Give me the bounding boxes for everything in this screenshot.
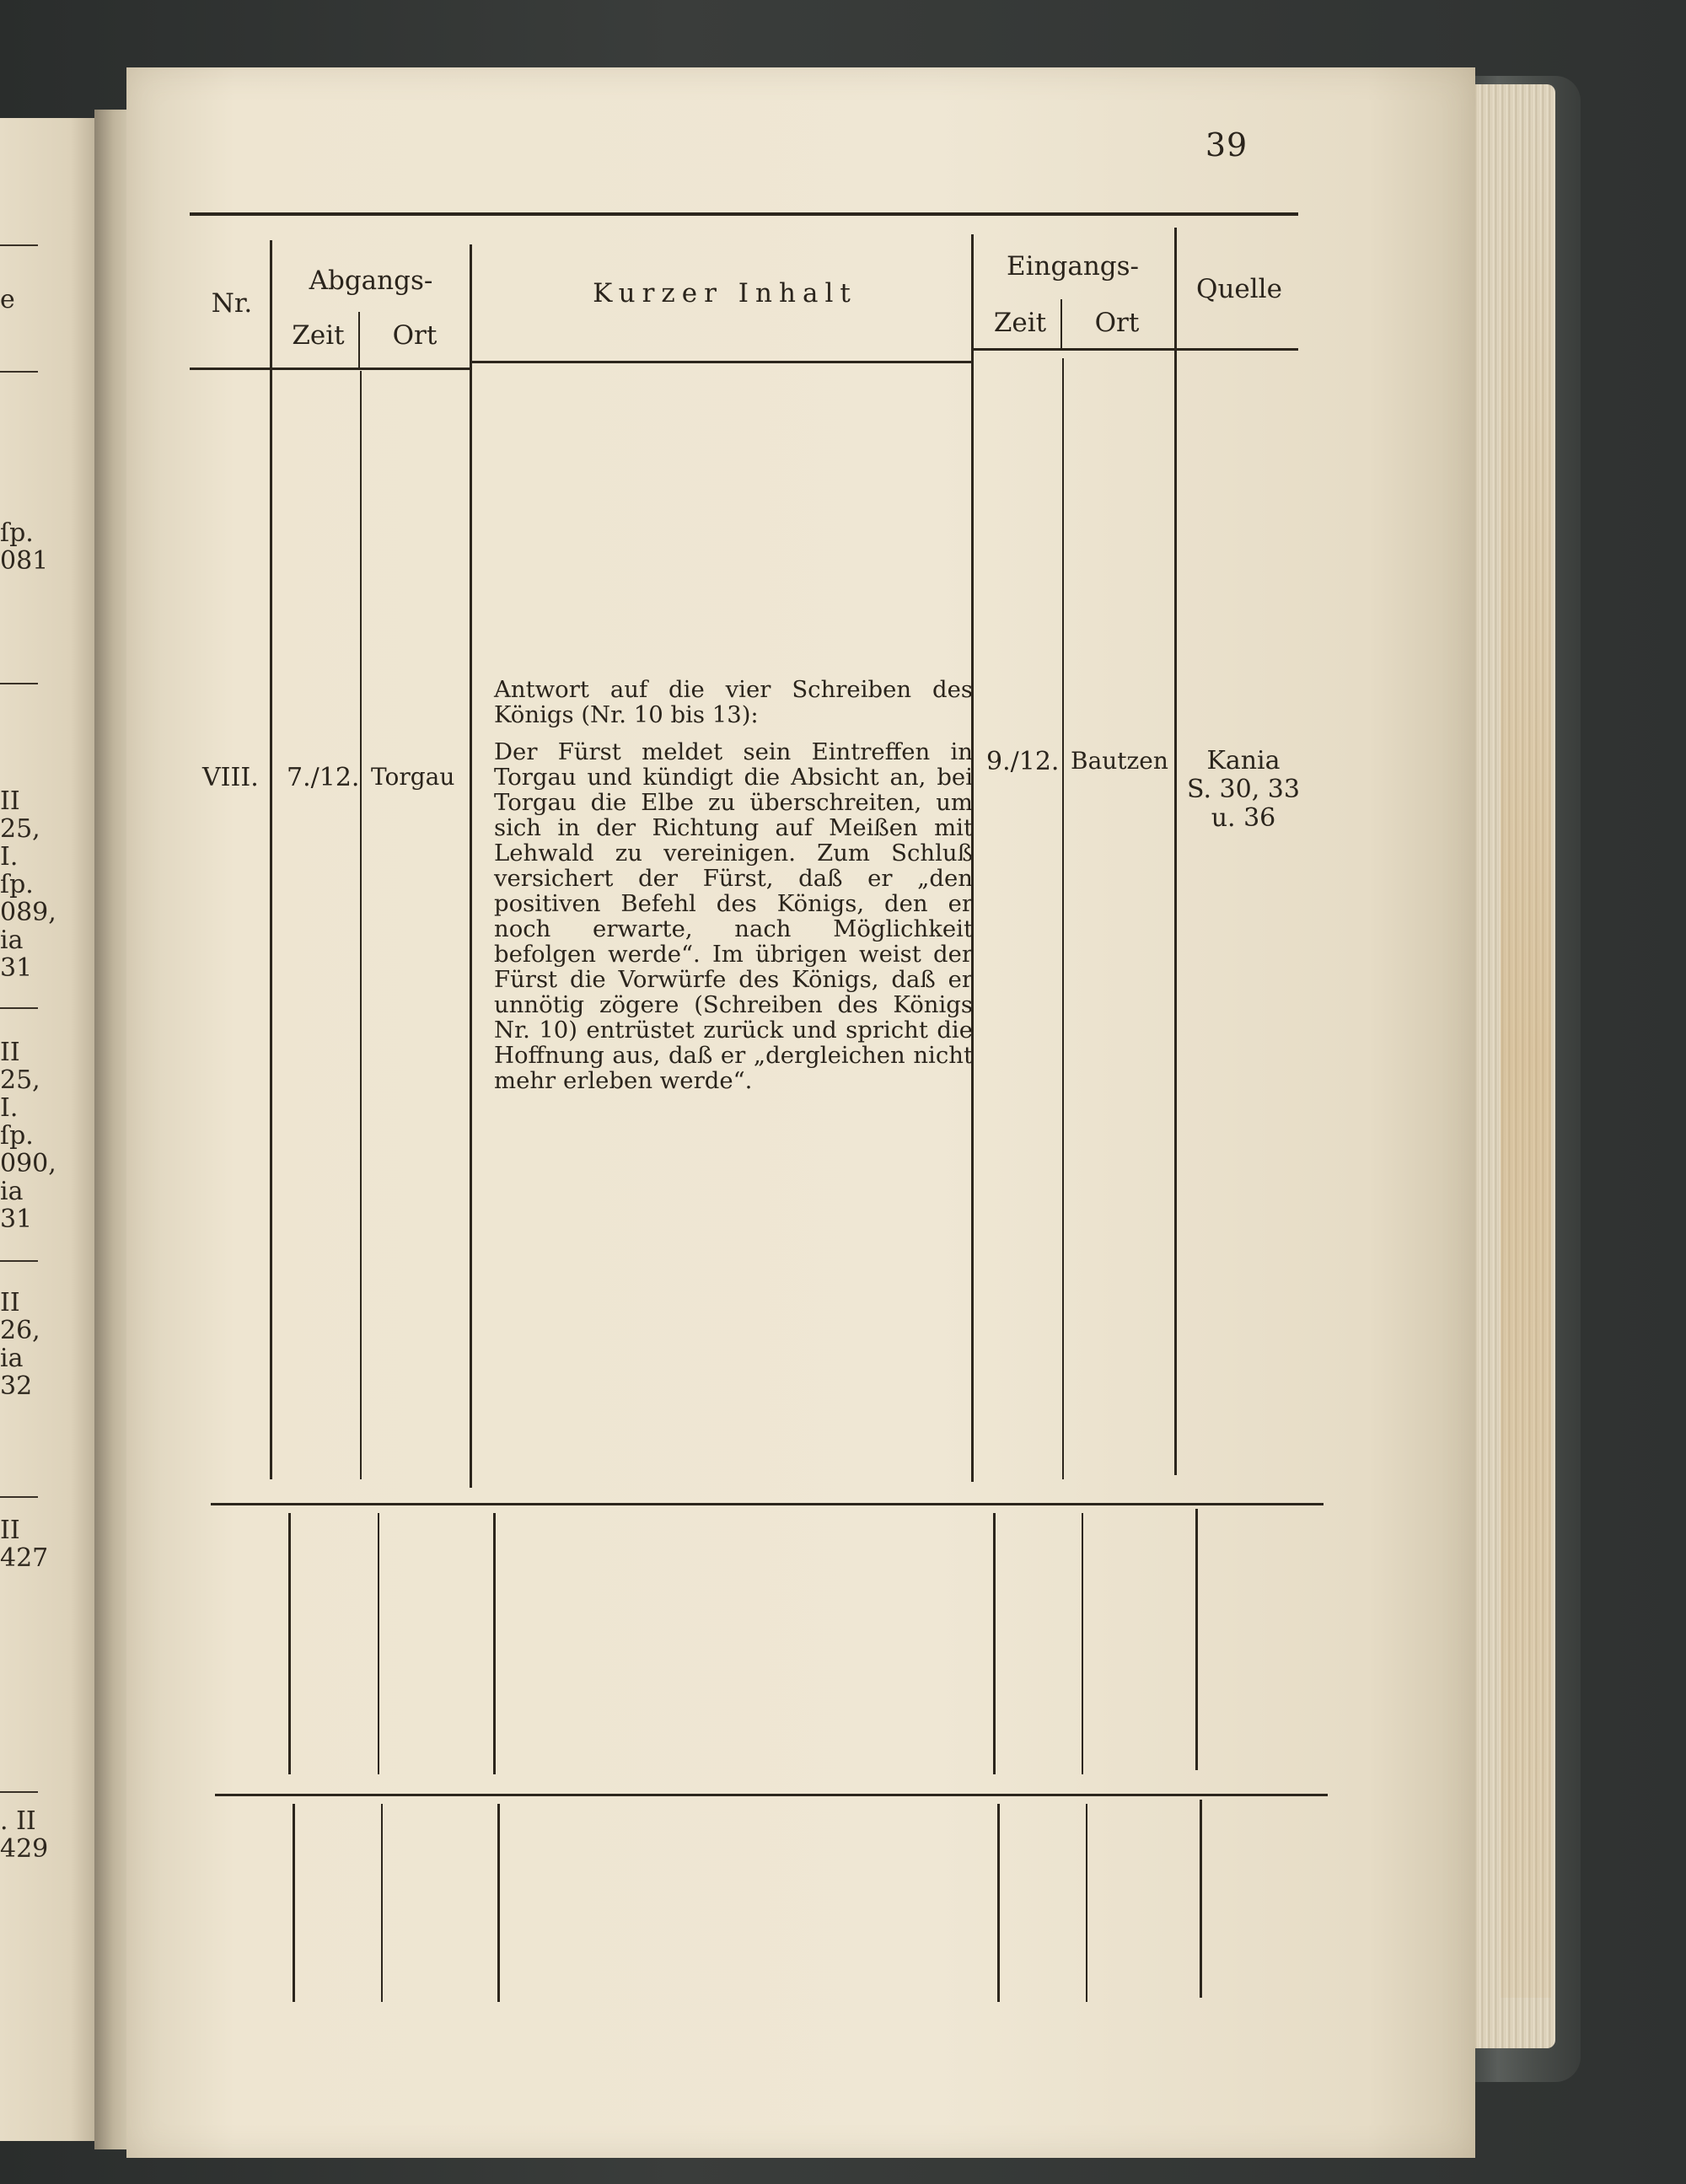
- left-page-fragment: ia: [0, 1177, 24, 1206]
- left-page-fragment: ia: [0, 926, 24, 955]
- left-page-rule: [0, 1007, 38, 1009]
- left-page-fragment: 31: [0, 953, 33, 983]
- entry-abgangs-zeit: 7./12.: [287, 763, 360, 792]
- header-eingangs: Eingangs-: [1006, 251, 1140, 282]
- column-rule: [997, 1804, 1000, 2002]
- header-eingangs-zeit: Zeit: [993, 308, 1047, 338]
- entry-content: [494, 677, 973, 1093]
- entry-content-intro: Antwort auf die vier Schreiben des Königs (Nr. 10 bis 13):: [494, 676, 973, 728]
- column-rule: [1174, 228, 1177, 1475]
- left-page-fragment: II: [0, 786, 20, 816]
- left-page-fragment: I.: [0, 1093, 19, 1123]
- left-page-fragment: ſp.: [0, 870, 34, 899]
- column-rule: [270, 240, 272, 1479]
- left-page-rule: [0, 683, 38, 684]
- entry-eingangs-ort: Bautzen: [1071, 747, 1168, 775]
- left-page-fragment: e: [0, 285, 15, 314]
- header-bottom-rule-right: [974, 348, 1298, 351]
- column-rule: [470, 244, 472, 1488]
- header-abgangs-ort: Ort: [392, 320, 438, 351]
- entry-content-body: Der Fürst meldet sein Eintreffen in Torgau und kündigt die Absicht an, bei Torgau die Elbe zu überschreiten, um sich in der Richtung auf Meißen mit Lehwald zu vereinigen. Zum Schluß versichert der Fürst, daß er „den positiven Befehl des Königs, den er noch erwarte, nach Möglichkeit befolgen werde“. Im übrigen weist der Fürst die Vorwürfe des Königs, daß er unnötig zögere (Schreiben des Königs Nr. 10) entrüstet zurück und spricht die Hoffnung aus, daß er „dergleichen nicht mehr erleben werde“.: [494, 738, 973, 1094]
- left-page-fragment: 25,: [0, 1065, 40, 1095]
- left-page-rule: [0, 371, 38, 373]
- left-page-fragment: II: [0, 1516, 20, 1545]
- entry-quelle: [1176, 747, 1311, 833]
- left-page-fragment: 429: [0, 1834, 49, 1864]
- left-page-fragment: ſp.: [0, 1121, 34, 1151]
- header-quelle: Quelle: [1196, 274, 1282, 304]
- column-subrule: [1086, 1804, 1087, 2002]
- left-page-fragment: 31: [0, 1205, 33, 1234]
- left-page-fragment: 089,: [0, 898, 56, 927]
- column-subrule: [1060, 299, 1062, 348]
- header-bottom-rule-middle: [472, 361, 974, 363]
- section-separator-rule: [211, 1503, 1324, 1505]
- entry-quelle-line: S. 30, 33: [1187, 775, 1300, 804]
- column-subrule: [381, 1804, 383, 2002]
- header-nr: Nr.: [211, 288, 253, 319]
- column-rule: [1195, 1509, 1198, 1770]
- left-page-fragment: 090,: [0, 1149, 56, 1178]
- left-page-fragment: . II: [0, 1806, 36, 1836]
- column-subrule: [1082, 1513, 1083, 1774]
- entry-nr: VIII.: [202, 763, 259, 792]
- main-page: [126, 67, 1475, 2158]
- left-page-fragment: II: [0, 1038, 20, 1067]
- left-page-fragment: I.: [0, 842, 19, 872]
- left-page-rule: [0, 244, 38, 246]
- left-page-fragment: ſp.: [0, 518, 34, 548]
- table-top-rule: [190, 212, 1298, 216]
- left-page-fragment: 427: [0, 1543, 49, 1573]
- column-subrule: [358, 312, 360, 368]
- header-eingangs-ort: Ort: [1094, 308, 1140, 338]
- column-rule: [1200, 1800, 1202, 1998]
- left-page-fragment: 26,: [0, 1316, 40, 1345]
- header-kurzer-inhalt: Kurzer Inhalt: [593, 278, 857, 309]
- entry-quelle-line: u. 36: [1211, 803, 1276, 833]
- column-subrule: [1062, 358, 1064, 1479]
- left-page-fragment: ia: [0, 1344, 24, 1373]
- entry-eingangs-zeit: 9./12.: [986, 747, 1060, 776]
- left-page-rule: [0, 1791, 38, 1793]
- left-page-fragment: 25,: [0, 814, 40, 844]
- left-page-rule: [0, 1496, 38, 1498]
- page-number: 39: [1205, 126, 1248, 164]
- column-rule: [493, 1513, 496, 1774]
- column-rule: [497, 1804, 500, 2002]
- left-page-fragment: 081: [0, 546, 49, 576]
- column-subrule: [360, 371, 362, 1479]
- entry-quelle-line: Kania: [1206, 746, 1281, 775]
- entry-abgangs-ort: Torgau: [371, 763, 455, 791]
- header-abgangs-zeit: Zeit: [292, 320, 345, 351]
- section-separator-rule: [215, 1794, 1328, 1796]
- page-stain: [1501, 101, 1551, 1998]
- column-subrule: [378, 1513, 379, 1774]
- left-page-fragment: II: [0, 1288, 20, 1317]
- left-page-rule: [0, 1260, 38, 1262]
- column-rule: [288, 1513, 291, 1774]
- column-rule: [293, 1804, 295, 2002]
- header-bottom-rule-left: [190, 368, 472, 370]
- header-abgangs: Abgangs-: [309, 266, 433, 296]
- column-rule: [993, 1513, 996, 1774]
- left-page-fragment: 32: [0, 1371, 33, 1401]
